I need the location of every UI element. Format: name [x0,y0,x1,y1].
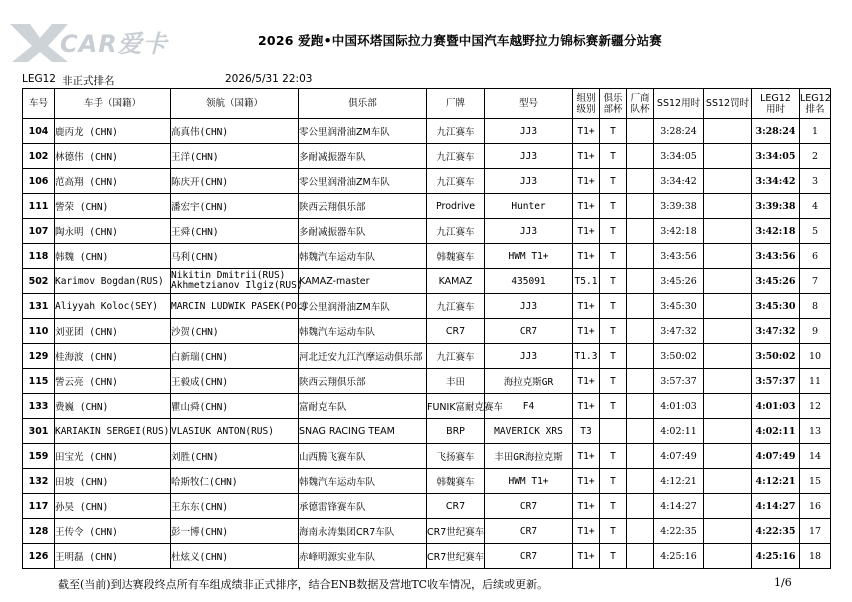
car-number: 131 [23,294,55,319]
rank-cell: 11 [800,369,831,394]
ss-penalty-cell [704,419,752,444]
class-cell: T1+ [573,494,600,519]
column-header: 型号 [485,89,573,119]
make-cell: KAMAZ [427,269,485,294]
column-header: 领航（国籍） [171,89,299,119]
car-number: 111 [23,194,55,219]
rank-cell: 9 [800,319,831,344]
rank-cell: 18 [800,544,831,569]
table-row [23,244,831,269]
model-cell: CR7 [485,519,573,544]
codriver-cell: MARCIN LUDWIK PASEK(POL) [171,294,299,319]
ss-time-cell: 4:02:11 [654,419,704,444]
make-cell: 韩魏赛车 [427,244,485,269]
leg-time-cell: 3:43:56 [752,244,800,269]
club-cell: 韩魏汽车运动车队 [299,244,427,269]
driver-cell: 訾荣 (CHN) [55,194,171,219]
ss-time-cell: 3:57:37 [654,369,704,394]
club-cell: 海南永涛集团CR7车队 [299,519,427,544]
ss-penalty-cell [704,494,752,519]
model-cell: JJ3 [485,344,573,369]
driver-cell: 訾云亮 (CHN) [55,369,171,394]
ss-penalty-cell [704,269,752,294]
rank-cell: 2 [800,144,831,169]
rank-cell: 5 [800,219,831,244]
maker-cup-cell [627,444,654,469]
maker-cup-cell [627,294,654,319]
ss-time-cell: 3:50:02 [654,344,704,369]
rank-cell: 10 [800,344,831,369]
maker-cup-cell [627,469,654,494]
driver-cell: Aliyyah Koloc(SEY) [55,294,171,319]
club-cell: 陕西云翔俱乐部 [299,194,427,219]
maker-cup-cell [627,519,654,544]
ss-time-cell: 3:43:56 [654,244,704,269]
column-header: 厂商 队杯 [627,89,654,119]
codriver-cell: 杜炫义(CHN) [171,544,299,569]
club-cell: 承德雷锋赛车队 [299,494,427,519]
rank-cell: 16 [800,494,831,519]
make-cell: 九江赛车 [427,219,485,244]
class-cell: T1+ [573,469,600,494]
ss-time-cell: 4:01:03 [654,394,704,419]
driver-cell: 林德伟 (CHN) [55,144,171,169]
codriver-cell: 陈庆开(CHN) [171,169,299,194]
car-number: 126 [23,544,55,569]
rank-cell: 13 [800,419,831,444]
codriver-cell: 王舜(CHN) [171,219,299,244]
table-row [23,144,831,169]
rank-cell: 8 [800,294,831,319]
page-title: 2026 爱跑•中国环塔国际拉力赛暨中国汽车越野拉力锦标赛新疆分站赛 [258,33,662,48]
results-table [22,88,831,569]
leg-time-cell: 3:34:42 [752,169,800,194]
club-cup-cell: T [600,394,627,419]
class-cell: T1+ [573,119,600,144]
driver-cell: 王传令 (CHN) [55,519,171,544]
model-cell: JJ3 [485,294,573,319]
rank-cell: 15 [800,469,831,494]
maker-cup-cell [627,194,654,219]
ss-penalty-cell [704,244,752,269]
car-number: 502 [23,269,55,294]
ss-penalty-cell [704,369,752,394]
make-cell: CR7 [427,494,485,519]
club-cell: 韩魏汽车运动车队 [299,469,427,494]
codriver-cell: 白新瑞(CHN) [171,344,299,369]
table-header-row [23,89,831,119]
table-row [23,169,831,194]
club-cell: 韩魏汽车运动车队 [299,319,427,344]
rank-cell: 7 [800,269,831,294]
rank-cell: 14 [800,444,831,469]
codriver-cell: 王毅成(CHN) [171,369,299,394]
car-number: 159 [23,444,55,469]
model-cell: 海拉克斯GR [485,369,573,394]
column-header: 俱乐 部杯 [600,89,627,119]
driver-cell: 田宝光 (CHN) [55,444,171,469]
rank-cell: 6 [800,244,831,269]
leg-label: LEG12 [22,73,56,85]
ss-penalty-cell [704,519,752,544]
leg-time-cell: 3:57:37 [752,369,800,394]
make-cell: CR7世纪赛车 [427,519,485,544]
club-cell: 河北迁安九江汽摩运动俱乐部 [299,344,427,369]
club-cup-cell: T [600,194,627,219]
status-label: 非正式排名 [62,75,115,87]
driver-cell: Karimov Bogdan(RUS) [55,269,171,294]
car-number: 115 [23,369,55,394]
make-cell: 九江赛车 [427,294,485,319]
ss-time-cell: 4:14:27 [654,494,704,519]
maker-cup-cell [627,319,654,344]
ss-time-cell: 3:39:38 [654,194,704,219]
codriver-cell: 哈斯牧仁(CHN) [171,469,299,494]
make-cell: 丰田 [427,369,485,394]
codriver-cell: 王东东(CHN) [171,494,299,519]
class-cell: T1+ [573,369,600,394]
codriver-cell: 彭一博(CHN) [171,519,299,544]
ss-time-cell: 3:28:24 [654,119,704,144]
maker-cup-cell [627,169,654,194]
class-cell: T1+ [573,319,600,344]
ss-time-cell: 3:34:05 [654,144,704,169]
driver-cell: 鹿丙龙 (CHN) [55,119,171,144]
codriver-cell: 王洋(CHN) [171,144,299,169]
table-row [23,219,831,244]
class-cell: T1+ [573,544,600,569]
club-cup-cell: T [600,344,627,369]
model-cell: CR7 [485,544,573,569]
class-cell: T1+ [573,444,600,469]
car-number: 118 [23,244,55,269]
rank-cell: 1 [800,119,831,144]
car-number: 132 [23,469,55,494]
maker-cup-cell [627,344,654,369]
make-cell: 九江赛车 [427,144,485,169]
car-number: 117 [23,494,55,519]
timestamp: 2026/5/31 22:03 [225,73,313,85]
table-row [23,194,831,219]
table-row [23,394,831,419]
make-cell: 九江赛车 [427,169,485,194]
ss-penalty-cell [704,219,752,244]
ss-penalty-cell [704,119,752,144]
leg-time-cell: 3:42:18 [752,219,800,244]
car-number: 110 [23,319,55,344]
column-header: 组别 级别 [573,89,600,119]
club-cup-cell: T [600,444,627,469]
ss-time-cell: 3:45:26 [654,269,704,294]
model-cell: HWM T1+ [485,469,573,494]
leg-time-cell: 3:34:05 [752,144,800,169]
ss-time-cell: 4:22:35 [654,519,704,544]
leg-time-cell: 4:25:16 [752,544,800,569]
codriver-cell: 高真伟(CHN) [171,119,299,144]
club-cell: 赤峰明源实业车队 [299,544,427,569]
make-cell: CR7世纪赛车 [427,544,485,569]
class-cell: T1+ [573,244,600,269]
model-cell: 435091 [485,269,573,294]
club-cell: 零公里润滑油ZM车队 [299,294,427,319]
codriver-cell: 潘宏宇(CHN) [171,194,299,219]
club-cell: 陕西云翔俱乐部 [299,369,427,394]
model-cell: JJ3 [485,119,573,144]
footer-note: 截至(当前)到达赛段终点所有车组成绩非正式排序，结合ENB数据及营地TC收车情况，后续或更新。 [58,578,549,591]
car-number: 128 [23,519,55,544]
rank-cell: 4 [800,194,831,219]
class-cell: T5.1 [573,269,600,294]
ss-penalty-cell [704,144,752,169]
maker-cup-cell [627,394,654,419]
ss-penalty-cell [704,469,752,494]
driver-cell: 孙昊 (CHN) [55,494,171,519]
class-cell: T1+ [573,144,600,169]
model-cell: CR7 [485,319,573,344]
club-cell: KAMAZ-master [299,269,427,294]
club-cup-cell: T [600,494,627,519]
page-number: 1/6 [774,576,792,589]
leg-time-cell: 3:39:38 [752,194,800,219]
class-cell: T1.3 [573,344,600,369]
make-cell: FUNIK富耐克赛车 [427,394,485,419]
table-row [23,294,831,319]
leg-time-cell: 4:14:27 [752,494,800,519]
club-cell: 多耐减振器车队 [299,144,427,169]
ss-penalty-cell [704,169,752,194]
leg-time-cell: 4:02:11 [752,419,800,444]
rank-cell: 3 [800,169,831,194]
club-cup-cell: T [600,119,627,144]
car-number: 133 [23,394,55,419]
class-cell: T1+ [573,169,600,194]
column-header: SS12用时 [654,89,704,119]
class-cell: T3 [573,419,600,444]
car-number: 106 [23,169,55,194]
maker-cup-cell [627,119,654,144]
club-cell: 山西腾飞赛车队 [299,444,427,469]
club-cup-cell: T [600,319,627,344]
model-cell: HWM T1+ [485,244,573,269]
table-row [23,119,831,144]
leg-time-cell: 4:07:49 [752,444,800,469]
column-header: LEG12 用时 [752,89,800,119]
rank-cell: 17 [800,519,831,544]
car-number: 301 [23,419,55,444]
class-cell: T1+ [573,519,600,544]
leg-time-cell: 3:45:30 [752,294,800,319]
model-cell: JJ3 [485,169,573,194]
codriver-cell: 瞿山舜(CHN) [171,394,299,419]
column-header: SS12罚时 [704,89,752,119]
club-cup-cell: T [600,294,627,319]
class-cell: T1+ [573,294,600,319]
club-cell: 零公里润滑油ZM车队 [299,169,427,194]
driver-cell: 田坡 (CHN) [55,469,171,494]
model-cell: 丰田GR海拉克斯 [485,444,573,469]
table-row [23,519,831,544]
club-cell: 零公里润滑油ZM车队 [299,119,427,144]
ss-time-cell: 3:45:30 [654,294,704,319]
ss-penalty-cell [704,344,752,369]
club-cell: 多耐减振器车队 [299,219,427,244]
club-cup-cell: T [600,244,627,269]
model-cell: JJ3 [485,219,573,244]
column-header: LEG12 排名 [800,89,831,119]
table-row [23,269,831,294]
car-number: 102 [23,144,55,169]
table-row [23,344,831,369]
class-cell: T1+ [573,194,600,219]
driver-cell: 范高翔 (CHN) [55,169,171,194]
club-cup-cell: T [600,369,627,394]
svg-text:CAR爱卡: CAR爱卡 [60,30,168,58]
ss-penalty-cell [704,544,752,569]
maker-cup-cell [627,494,654,519]
ss-time-cell: 3:42:18 [654,219,704,244]
ss-time-cell: 4:12:21 [654,469,704,494]
codriver-cell: 沙贺(CHN) [171,319,299,344]
club-cell: SNAG RACING TEAM [299,419,427,444]
ss-penalty-cell [704,444,752,469]
ss-time-cell: 4:25:16 [654,544,704,569]
car-number: 107 [23,219,55,244]
maker-cup-cell [627,419,654,444]
maker-cup-cell [627,544,654,569]
driver-cell: 桂海波 (CHN) [55,344,171,369]
class-cell: T1+ [573,219,600,244]
rank-cell: 12 [800,394,831,419]
make-cell: Prodrive [427,194,485,219]
club-cup-cell: T [600,269,627,294]
maker-cup-cell [627,244,654,269]
driver-cell: KARIAKIN SERGEI(RUS) [55,419,171,444]
make-cell: BRP [427,419,485,444]
make-cell: 飞扬赛车 [427,444,485,469]
make-cell: 九江赛车 [427,119,485,144]
model-cell: F4 [485,394,573,419]
driver-cell: 王明磊 (CHN) [55,544,171,569]
table-row [23,494,831,519]
club-cup-cell [600,419,627,444]
model-cell: CR7 [485,494,573,519]
class-cell: T1+ [573,394,600,419]
leg-time-cell: 4:12:21 [752,469,800,494]
column-header: 车手（国籍） [55,89,171,119]
column-header: 俱乐部 [299,89,427,119]
make-cell: 九江赛车 [427,344,485,369]
xcar-logo [8,18,184,64]
leg-time-cell: 3:47:32 [752,319,800,344]
codriver-cell: 马利(CHN) [171,244,299,269]
leg-time-cell: 3:45:26 [752,269,800,294]
model-cell: Hunter [485,194,573,219]
make-cell: 韩魏赛车 [427,469,485,494]
car-number: 104 [23,119,55,144]
maker-cup-cell [627,219,654,244]
club-cup-cell: T [600,544,627,569]
driver-cell: 刘亚团 (CHN) [55,319,171,344]
leg-time-cell: 4:22:35 [752,519,800,544]
codriver-cell: 刘胜(CHN) [171,444,299,469]
leg-time-cell: 4:01:03 [752,394,800,419]
driver-cell: 陶永明 (CHN) [55,219,171,244]
table-row [23,319,831,344]
model-cell: MAVERICK XRS [485,419,573,444]
ss-time-cell: 3:47:32 [654,319,704,344]
maker-cup-cell [627,269,654,294]
ss-penalty-cell [704,394,752,419]
leg-time-cell: 3:28:24 [752,119,800,144]
club-cup-cell: T [600,219,627,244]
table-row [23,369,831,394]
column-header: 车号 [23,89,55,119]
ss-time-cell: 3:34:42 [654,169,704,194]
club-cell: 富耐克车队 [299,394,427,419]
club-cup-cell: T [600,469,627,494]
codriver-cell: VLASIUK ANTON(RUS) [171,419,299,444]
car-number: 129 [23,344,55,369]
ss-penalty-cell [704,294,752,319]
ss-time-cell: 4:07:49 [654,444,704,469]
maker-cup-cell [627,369,654,394]
driver-cell: 韩魏 (CHN) [55,244,171,269]
model-cell: JJ3 [485,144,573,169]
table-row [23,444,831,469]
driver-cell: 费巍 (CHN) [55,394,171,419]
ss-penalty-cell [704,194,752,219]
codriver-cell: Nikitin Dmitrii(RUS) Akhmetzianov Ilgiz(RUS) [171,269,299,294]
maker-cup-cell [627,144,654,169]
ss-penalty-cell [704,319,752,344]
club-cup-cell: T [600,169,627,194]
club-cup-cell: T [600,519,627,544]
table-row [23,544,831,569]
club-cup-cell: T [600,144,627,169]
leg-time-cell: 3:50:02 [752,344,800,369]
make-cell: CR7 [427,319,485,344]
table-row [23,469,831,494]
table-row [23,419,831,444]
column-header: 厂牌 [427,89,485,119]
